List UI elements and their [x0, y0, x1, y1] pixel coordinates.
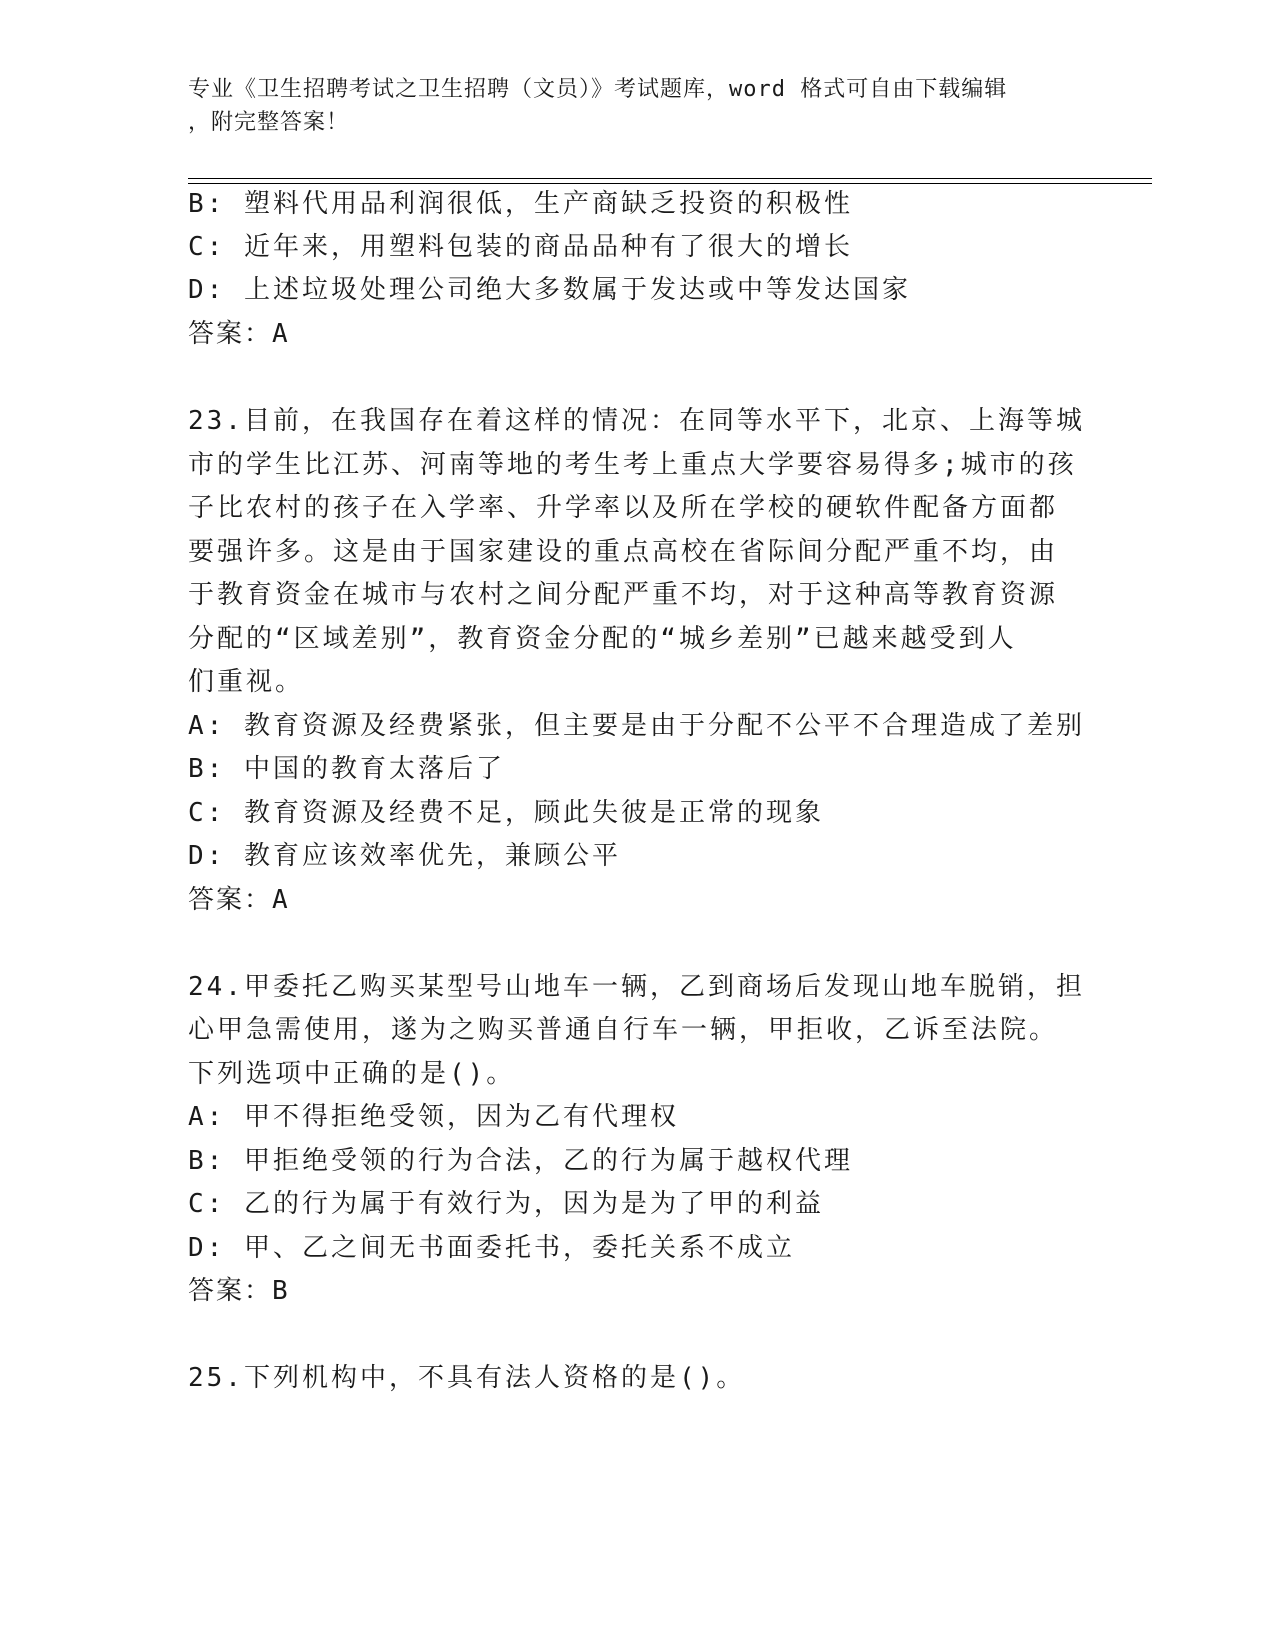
answer: 答案：A — [188, 319, 290, 349]
option-b: B: 塑料代用品利润很低，生产商缺乏投资的积极性 — [188, 189, 853, 219]
question-23-text: 分配的“区域差别”，教育资金分配的“城乡差别”已越来越受到人 — [188, 624, 1017, 654]
question-23-text: 于教育资金在城市与农村之间分配严重不均，对于这种高等教育资源 — [188, 580, 1059, 610]
option-b: B: 中国的教育太落后了 — [188, 754, 505, 784]
question-23-text: 子比农村的孩子在入学率、升学率以及所在学校的硬软件配备方面都 — [188, 493, 1059, 523]
option-a: A: 教育资源及经费紧张，但主要是由于分配不公平不合理造成了差别 — [188, 711, 1085, 741]
question-23-text: 市的学生比江苏、河南等地的考生考上重点大学要容易得多;城市的孩 — [188, 450, 1077, 480]
answer: 答案：B — [188, 1276, 290, 1306]
document-header — [188, 73, 1068, 139]
header-line-1: 专业《卫生招聘考试之卫生招聘（文员）》考试题库，word 格式可自由下载编辑 — [188, 77, 1008, 102]
header-divider-top — [188, 178, 1152, 179]
answer: 答案：A — [188, 885, 290, 915]
option-d: D: 上述垃圾处理公司绝大多数属于发达或中等发达国家 — [188, 275, 911, 305]
question-24-text: 24.甲委托乙购买某型号山地车一辆，乙到商场后发现山地车脱销，担 — [188, 972, 1085, 1002]
question-23-text: 们重视。 — [188, 667, 305, 697]
option-a: A: 甲不得拒绝受领，因为乙有代理权 — [188, 1102, 679, 1132]
option-d: D: 甲、乙之间无书面委托书，委托关系不成立 — [188, 1233, 795, 1263]
option-b: B: 甲拒绝受领的行为合法，乙的行为属于越权代理 — [188, 1146, 853, 1176]
option-d: D: 教育应该效率优先，兼顾公平 — [188, 841, 621, 871]
question-23-text: 23.目前，在我国存在着这样的情况：在同等水平下，北京、上海等城 — [188, 406, 1085, 436]
question-24-text: 下列选项中正确的是()。 — [188, 1059, 516, 1089]
question-24-text: 心甲急需使用，遂为之购买普通自行车一辆，甲拒收，乙诉至法院。 — [188, 1015, 1059, 1045]
header-line-2: ，附完整答案！ — [188, 110, 350, 135]
option-c: C: 近年来，用塑料包装的商品品种有了很大的增长 — [188, 232, 853, 262]
question-23-text: 要强许多。这是由于国家建设的重点高校在省际间分配严重不均，由 — [188, 537, 1059, 567]
option-c: C: 教育资源及经费不足，顾此失彼是正常的现象 — [188, 798, 824, 828]
header-divider-bottom — [188, 183, 1152, 184]
option-c: C: 乙的行为属于有效行为，因为是为了甲的利益 — [188, 1189, 824, 1219]
question-25-text: 25.下列机构中，不具有法人资格的是()。 — [188, 1363, 746, 1393]
